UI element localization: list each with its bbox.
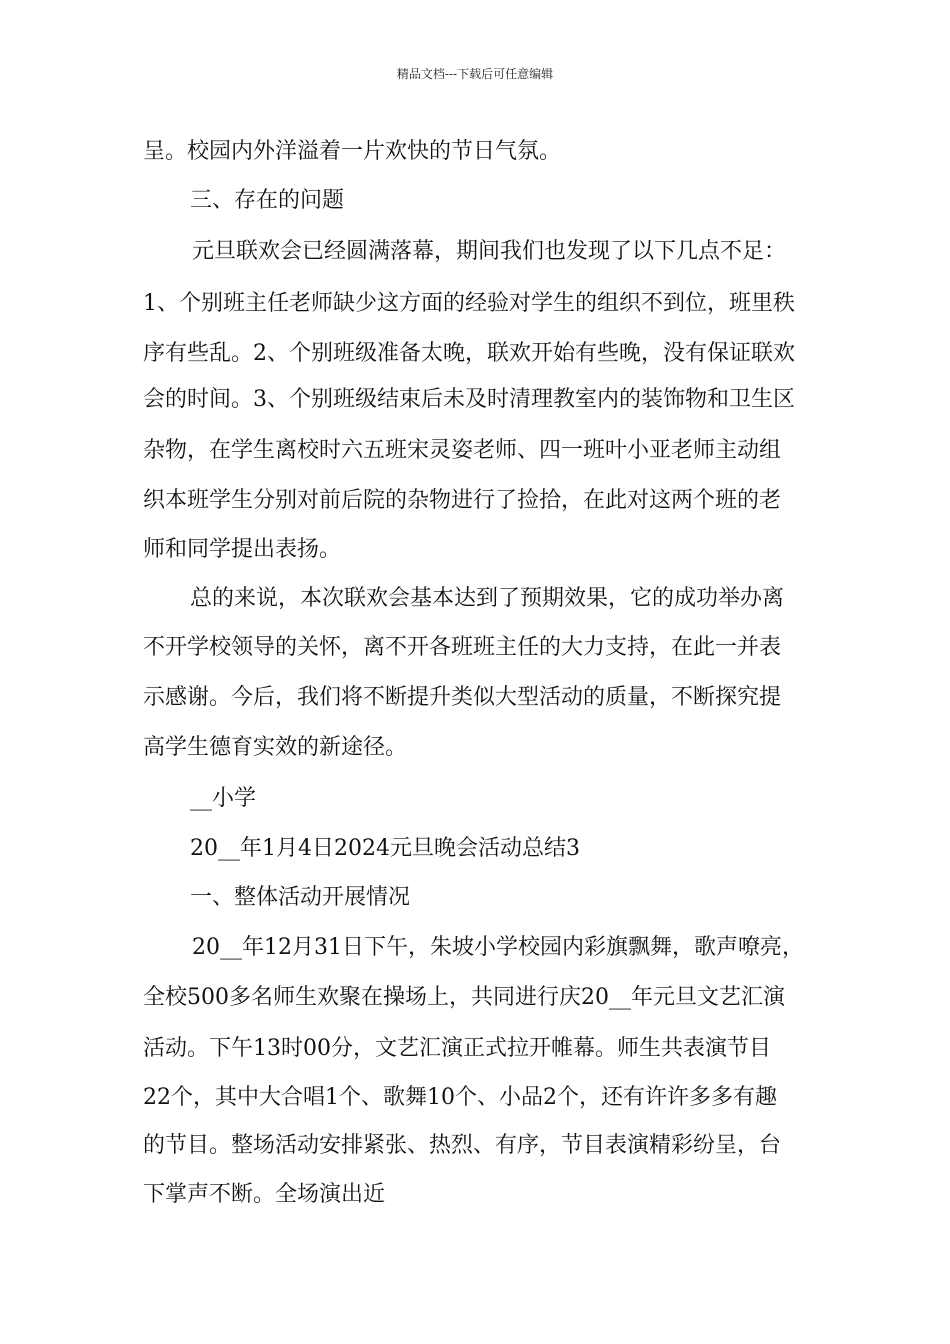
text-line: 织本班学生分别对前后院的杂物进行了捡拾，在此对这两个班的老 bbox=[143, 488, 782, 513]
text-line: 示感谢。今后，我们将不断提升类似大型活动的质量，不断探究提 bbox=[143, 685, 782, 710]
text-line: 高学生德育实效的新途径。 bbox=[143, 735, 408, 760]
text-line: 20__年12月31日下午，朱坡小学校园内彩旗飘舞，歌声嘹亮， bbox=[192, 935, 804, 960]
section-heading: 一、整体活动开展情况 bbox=[190, 885, 411, 910]
text-line: 会的时间。3、个别班级结束后未及时清理教室内的装饰物和卫生区 bbox=[143, 387, 795, 412]
text-line: 不开学校领导的关怀，离不开各班班主任的大力支持，在此一并表 bbox=[143, 635, 782, 660]
text-line: 22个，其中大合唱1个、歌舞10个、小品2个，还有许许多多有趣 bbox=[143, 1085, 777, 1110]
text-line: 总的来说，本次联欢会基本达到了预期效果，它的成功举办离 bbox=[190, 586, 785, 611]
text-line: 序有些乱。2、个别班级准备太晚，联欢开始有些晚，没有保证联欢 bbox=[143, 341, 795, 366]
text-line: 师和同学提出表扬。 bbox=[143, 537, 342, 562]
text-line: 活动。下午13时00分，文艺汇演正式拉开帷幕。师生共表演节目 bbox=[143, 1036, 771, 1061]
document-title: 20__年1月4日2024元旦晚会活动总结3 bbox=[190, 836, 580, 861]
signature-school: __小学 bbox=[190, 786, 257, 811]
page-header: 精品文档---下载后可任意编辑 bbox=[396, 67, 554, 81]
text-line: 杂物，在学生离校时六五班宋灵姿老师、四一班叶小亚老师主动组 bbox=[143, 438, 782, 463]
text-line: 下掌声不断。全场演出近 bbox=[143, 1182, 386, 1207]
text-line: 的节目。整场活动安排紧张、热烈、有序，节目表演精彩纷呈，台 bbox=[143, 1133, 782, 1158]
text-line: 呈。校园内外洋溢着一片欢快的节日气氛。 bbox=[143, 139, 562, 164]
text-line: 全校500多名师生欢聚在操场上，共同进行庆20__年元旦文艺汇演 bbox=[143, 985, 785, 1010]
section-heading: 三、存在的问题 bbox=[190, 188, 345, 213]
text-line: 1、个别班主任老师缺少这方面的经验对学生的组织不到位，班里秩 bbox=[143, 291, 795, 316]
text-line: 元旦联欢会已经圆满落幕，期间我们也发现了以下几点不足： bbox=[192, 239, 787, 264]
